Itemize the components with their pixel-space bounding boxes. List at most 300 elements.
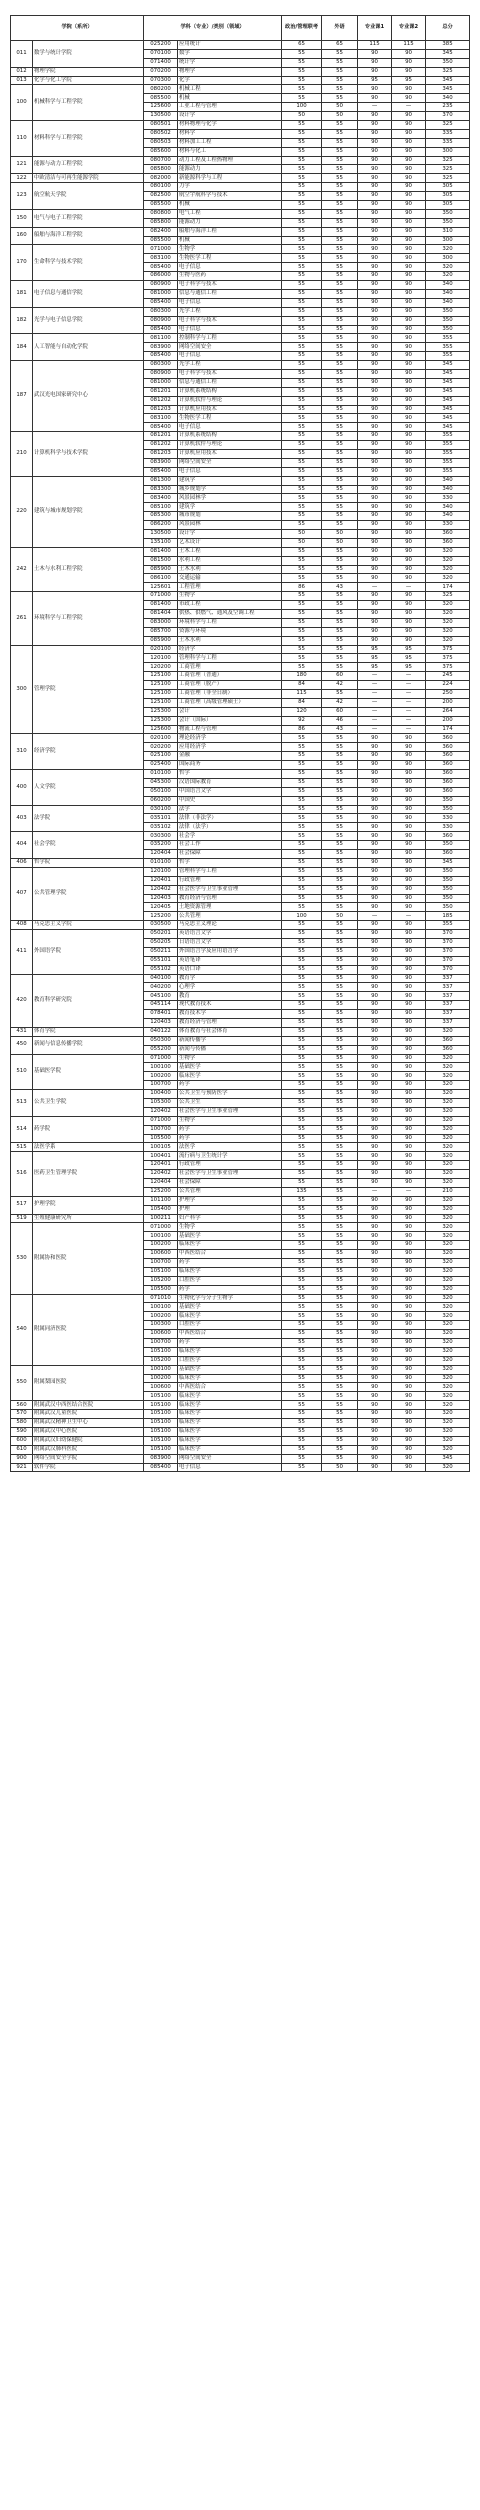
subject-1-score: 95 xyxy=(358,654,392,663)
politics-score: 55 xyxy=(282,770,322,779)
foreign-language-score: 55 xyxy=(322,1339,358,1348)
subject-2-score: 90 xyxy=(392,965,426,974)
foreign-language-score: 55 xyxy=(322,289,358,298)
subject-1-score: 90 xyxy=(358,1027,392,1036)
politics-score: 55 xyxy=(282,227,322,236)
politics-score: 55 xyxy=(282,1436,322,1445)
major-code: 020100 xyxy=(144,645,178,654)
major-name: 计算机应用技术 xyxy=(178,449,282,458)
subject-2-score: 90 xyxy=(392,183,426,192)
total-score: 360 xyxy=(426,529,470,538)
subject-2-score: 90 xyxy=(392,601,426,610)
college-name: 外国语学院 xyxy=(33,930,144,974)
table-row xyxy=(11,805,470,814)
subject-2-score: 90 xyxy=(392,449,426,458)
major-name: 理论经济学 xyxy=(178,734,282,743)
foreign-language-score: 55 xyxy=(322,1250,358,1259)
subject-1-score: 115 xyxy=(358,41,392,50)
major-name: 设计学 xyxy=(178,112,282,121)
major-name: 临床医学 xyxy=(178,1392,282,1401)
subject-2-score: 90 xyxy=(392,1223,426,1232)
major-code: 105200 xyxy=(144,1356,178,1365)
major-code: 100211 xyxy=(144,1214,178,1223)
foreign-language-score: 55 xyxy=(322,1054,358,1063)
subject-2-score: 90 xyxy=(392,396,426,405)
table-row xyxy=(11,1294,470,1303)
foreign-language-score: 55 xyxy=(322,209,358,218)
major-code: 083100 xyxy=(144,254,178,263)
major-name: 生物学 xyxy=(178,592,282,601)
major-code: 100200 xyxy=(144,1241,178,1250)
foreign-language-score: 55 xyxy=(322,867,358,876)
politics-score: 55 xyxy=(282,778,322,787)
foreign-language-score: 55 xyxy=(322,396,358,405)
subject-1-score: 90 xyxy=(358,938,392,947)
table-row xyxy=(11,734,470,743)
major-code: 105100 xyxy=(144,1436,178,1445)
college-name: 法医学系 xyxy=(33,1143,144,1152)
subject-2-score: 90 xyxy=(392,1161,426,1170)
major-name: 临床医学 xyxy=(178,1374,282,1383)
total-score: 320 xyxy=(426,1054,470,1063)
major-code: 081202 xyxy=(144,441,178,450)
subject-2-score: 90 xyxy=(392,1134,426,1143)
subject-2-score: 90 xyxy=(392,983,426,992)
foreign-language-score: 55 xyxy=(322,1001,358,1010)
foreign-language-score: 55 xyxy=(322,343,358,352)
subject-2-score: 90 xyxy=(392,1143,426,1152)
foreign-language-score: 55 xyxy=(322,227,358,236)
table-row xyxy=(11,227,470,236)
foreign-language-score: 55 xyxy=(322,503,358,512)
major-name: 护理学 xyxy=(178,1196,282,1205)
college-code: 184 xyxy=(11,334,33,361)
major-code: 100300 xyxy=(144,1321,178,1330)
subject-2-score: 90 xyxy=(392,227,426,236)
table-row xyxy=(11,41,470,50)
total-score: 370 xyxy=(426,965,470,974)
subject-1-score: — xyxy=(358,707,392,716)
subject-2-score: 90 xyxy=(392,236,426,245)
subject-1-score: — xyxy=(358,103,392,112)
major-code: 125200 xyxy=(144,912,178,921)
subject-2-score: 90 xyxy=(392,858,426,867)
total-score: 300 xyxy=(426,254,470,263)
total-score: 345 xyxy=(426,387,470,396)
college-code: 510 xyxy=(11,1054,33,1090)
major-code: 055102 xyxy=(144,965,178,974)
college-code: 450 xyxy=(11,1036,33,1054)
table-row xyxy=(11,1090,470,1099)
foreign-language-score: 55 xyxy=(322,307,358,316)
college-code: 242 xyxy=(11,547,33,591)
major-name: 机械 xyxy=(178,236,282,245)
politics-score: 55 xyxy=(282,947,322,956)
politics-score: 55 xyxy=(282,263,322,272)
politics-score: 55 xyxy=(282,787,322,796)
subject-2-score: 90 xyxy=(392,787,426,796)
foreign-language-score: 55 xyxy=(322,663,358,672)
major-name: 教育学 xyxy=(178,974,282,983)
major-name: 临床医学 xyxy=(178,1401,282,1410)
major-code: 100100 xyxy=(144,1232,178,1241)
politics-score: 55 xyxy=(282,1250,322,1259)
total-score: 330 xyxy=(426,814,470,823)
politics-score: 55 xyxy=(282,1054,322,1063)
table-row xyxy=(11,1410,470,1419)
total-score: 355 xyxy=(426,432,470,441)
politics-score: 55 xyxy=(282,174,322,183)
total-score: 320 xyxy=(426,1339,470,1348)
college-code: 220 xyxy=(11,476,33,547)
subject-2-score: 90 xyxy=(392,1072,426,1081)
subject-1-score: 90 xyxy=(358,227,392,236)
subject-1-score: 90 xyxy=(358,823,392,832)
total-score: 360 xyxy=(426,832,470,841)
politics-score: 55 xyxy=(282,1205,322,1214)
foreign-language-score: 55 xyxy=(322,192,358,201)
politics-score: 55 xyxy=(282,201,322,210)
total-score: 320 xyxy=(426,1374,470,1383)
subject-2-score: 90 xyxy=(392,485,426,494)
college-code: 261 xyxy=(11,592,33,645)
politics-score: 55 xyxy=(282,441,322,450)
subject-1-score: — xyxy=(358,725,392,734)
major-code: 081202 xyxy=(144,396,178,405)
major-code: 030300 xyxy=(144,832,178,841)
subject-1-score: 90 xyxy=(358,734,392,743)
major-code: 045114 xyxy=(144,1001,178,1010)
total-score: 320 xyxy=(426,1250,470,1259)
college-name: 材料科学与工程学院 xyxy=(33,121,144,157)
major-name: 电子科学与技术 xyxy=(178,316,282,325)
foreign-language-score: 55 xyxy=(322,183,358,192)
politics-score: 55 xyxy=(282,94,322,103)
subject-1-score: 90 xyxy=(358,503,392,512)
major-code: 085400 xyxy=(144,467,178,476)
major-code: 085500 xyxy=(144,201,178,210)
politics-score: 120 xyxy=(282,707,322,716)
header-foreign-language: 外语 xyxy=(322,16,358,41)
college-code: 110 xyxy=(11,121,33,157)
foreign-language-score: 55 xyxy=(322,281,358,290)
major-code: 055101 xyxy=(144,956,178,965)
total-score: 320 xyxy=(426,1294,470,1303)
subject-2-score: — xyxy=(392,1187,426,1196)
foreign-language-score: 55 xyxy=(322,476,358,485)
subject-2-score: — xyxy=(392,725,426,734)
subject-2-score: — xyxy=(392,672,426,681)
college-name: 基础医学院 xyxy=(33,1054,144,1090)
politics-score: 55 xyxy=(282,1107,322,1116)
subject-1-score: 90 xyxy=(358,441,392,450)
politics-score: 86 xyxy=(282,583,322,592)
major-code: 050205 xyxy=(144,938,178,947)
subject-2-score: 90 xyxy=(392,67,426,76)
score-table-body xyxy=(11,41,470,1472)
total-score: 345 xyxy=(426,85,470,94)
subject-2-score: 90 xyxy=(392,112,426,121)
major-code: 085100 xyxy=(144,503,178,512)
foreign-language-score: 55 xyxy=(322,690,358,699)
college-name: 公共卫生学院 xyxy=(33,1090,144,1117)
major-name: 航空宇航科学与技术 xyxy=(178,192,282,201)
major-name: 市政工程 xyxy=(178,601,282,610)
total-score: 235 xyxy=(426,103,470,112)
subject-2-score: 90 xyxy=(392,1330,426,1339)
subject-1-score: 90 xyxy=(358,263,392,272)
subject-1-score: 90 xyxy=(358,209,392,218)
college-name: 药学院 xyxy=(33,1116,144,1143)
major-name: 计算机应用技术 xyxy=(178,405,282,414)
subject-1-score: 90 xyxy=(358,1143,392,1152)
subject-2-score: 90 xyxy=(392,636,426,645)
foreign-language-score: 55 xyxy=(322,858,358,867)
header-college: 学院（系所） xyxy=(11,16,144,41)
foreign-language-score: 55 xyxy=(322,636,358,645)
subject-2-score: 90 xyxy=(392,1454,426,1463)
college-name: 光学与电子信息学院 xyxy=(33,307,144,334)
foreign-language-score: 43 xyxy=(322,725,358,734)
major-code: 125100 xyxy=(144,672,178,681)
politics-score: 55 xyxy=(282,343,322,352)
subject-1-score: 90 xyxy=(358,1036,392,1045)
major-code: 120402 xyxy=(144,1107,178,1116)
total-score: 360 xyxy=(426,761,470,770)
subject-1-score: 90 xyxy=(358,369,392,378)
major-code: 125100 xyxy=(144,690,178,699)
major-name: 会计（国际） xyxy=(178,716,282,725)
total-score: 310 xyxy=(426,227,470,236)
major-name: 口腔医学 xyxy=(178,1356,282,1365)
foreign-language-score: 42 xyxy=(322,698,358,707)
total-score: 345 xyxy=(426,49,470,58)
header-total: 总分 xyxy=(426,16,470,41)
subject-2-score: 90 xyxy=(392,1036,426,1045)
foreign-language-score: 55 xyxy=(322,165,358,174)
major-name: 行政管理 xyxy=(178,1161,282,1170)
foreign-language-score: 55 xyxy=(322,245,358,254)
major-name: 材料物理与化学 xyxy=(178,121,282,130)
total-score: 360 xyxy=(426,787,470,796)
foreign-language-score: 55 xyxy=(322,1436,358,1445)
subject-1-score: 90 xyxy=(358,1010,392,1019)
subject-2-score: — xyxy=(392,690,426,699)
major-name: 金融 xyxy=(178,752,282,761)
subject-1-score: 90 xyxy=(358,565,392,574)
subject-1-score: 90 xyxy=(358,1392,392,1401)
table-row xyxy=(11,547,470,556)
subject-1-score: 90 xyxy=(358,334,392,343)
major-code: 086000 xyxy=(144,272,178,281)
major-name: 土木工程 xyxy=(178,547,282,556)
subject-2-score: 90 xyxy=(392,1250,426,1259)
major-code: 040100 xyxy=(144,974,178,983)
subject-2-score: 90 xyxy=(392,947,426,956)
foreign-language-score: 55 xyxy=(322,814,358,823)
foreign-language-score: 55 xyxy=(322,58,358,67)
major-code: 081400 xyxy=(144,547,178,556)
subject-2-score: 90 xyxy=(392,94,426,103)
table-row xyxy=(11,1419,470,1428)
table-row xyxy=(11,921,470,930)
total-score: 340 xyxy=(426,289,470,298)
total-score: 337 xyxy=(426,992,470,1001)
foreign-language-score: 55 xyxy=(322,49,358,58)
major-code: 085600 xyxy=(144,147,178,156)
politics-score: 55 xyxy=(282,1134,322,1143)
major-name: 外国语言学及应用语言学 xyxy=(178,947,282,956)
total-score: 345 xyxy=(426,76,470,85)
subject-2-score: 90 xyxy=(392,218,426,227)
politics-score: 55 xyxy=(282,610,322,619)
foreign-language-score: 55 xyxy=(322,1098,358,1107)
foreign-language-score: 55 xyxy=(322,1374,358,1383)
total-score: 337 xyxy=(426,1001,470,1010)
subject-1-score: — xyxy=(358,681,392,690)
foreign-language-score: 55 xyxy=(322,1303,358,1312)
foreign-language-score: 55 xyxy=(322,787,358,796)
major-code: 100600 xyxy=(144,1383,178,1392)
college-name: 网络空间安全学院 xyxy=(33,1454,144,1463)
table-row xyxy=(11,183,470,192)
subject-1-score: 90 xyxy=(358,192,392,201)
college-name: 建筑与城市规划学院 xyxy=(33,476,144,547)
major-code: 085300 xyxy=(144,512,178,521)
subject-1-score: 90 xyxy=(358,778,392,787)
college-code: 210 xyxy=(11,432,33,476)
politics-score: 55 xyxy=(282,156,322,165)
major-name: 材料加工工程 xyxy=(178,138,282,147)
subject-2-score: 90 xyxy=(392,441,426,450)
major-name: 资源与环境 xyxy=(178,627,282,636)
politics-score: 55 xyxy=(282,903,322,912)
subject-1-score: 90 xyxy=(358,352,392,361)
subject-2-score: 90 xyxy=(392,156,426,165)
foreign-language-score: 43 xyxy=(322,583,358,592)
total-score: 320 xyxy=(426,245,470,254)
subject-1-score: 90 xyxy=(358,965,392,974)
subject-2-score: 90 xyxy=(392,494,426,503)
table-row xyxy=(11,1036,470,1045)
subject-2-score: 90 xyxy=(392,1445,426,1454)
subject-2-score: 95 xyxy=(392,663,426,672)
subject-1-score: 90 xyxy=(358,841,392,850)
subject-1-score: 90 xyxy=(358,770,392,779)
table-row xyxy=(11,1445,470,1454)
college-name: 附属武汉中心医院 xyxy=(33,1427,144,1436)
foreign-language-score: 55 xyxy=(322,885,358,894)
major-name: 力学 xyxy=(178,183,282,192)
subject-1-score: 90 xyxy=(358,201,392,210)
subject-1-score: 90 xyxy=(358,858,392,867)
total-score: 345 xyxy=(426,1454,470,1463)
subject-1-score: 90 xyxy=(358,610,392,619)
major-code: 010100 xyxy=(144,770,178,779)
total-score: 355 xyxy=(426,352,470,361)
total-score: 350 xyxy=(426,58,470,67)
major-code: 105100 xyxy=(144,1410,178,1419)
college-name: 人文学院 xyxy=(33,770,144,806)
major-code: 120401 xyxy=(144,1161,178,1170)
subject-1-score: 90 xyxy=(358,156,392,165)
college-name: 哲学院 xyxy=(33,858,144,867)
politics-score: 55 xyxy=(282,930,322,939)
subject-1-score: 90 xyxy=(358,1072,392,1081)
major-name: 口腔医学 xyxy=(178,1276,282,1285)
total-score: 320 xyxy=(426,1445,470,1454)
subject-2-score: 90 xyxy=(392,1107,426,1116)
total-score: 320 xyxy=(426,1214,470,1223)
politics-score: 84 xyxy=(282,698,322,707)
major-name: 社会保障 xyxy=(178,1179,282,1188)
major-code: 070300 xyxy=(144,76,178,85)
politics-score: 55 xyxy=(282,334,322,343)
politics-score: 55 xyxy=(282,867,322,876)
major-code: 125601 xyxy=(144,583,178,592)
major-name: 公共管理 xyxy=(178,912,282,921)
major-code: 025400 xyxy=(144,761,178,770)
subject-1-score: 90 xyxy=(358,1098,392,1107)
subject-2-score: 90 xyxy=(392,49,426,58)
subject-1-score: 90 xyxy=(358,414,392,423)
major-code: 081201 xyxy=(144,432,178,441)
major-name: 公共管理 xyxy=(178,1187,282,1196)
major-code: 080300 xyxy=(144,361,178,370)
major-name: 环境科学与工程 xyxy=(178,618,282,627)
politics-score: 55 xyxy=(282,1223,322,1232)
college-name: 机械科学与工程学院 xyxy=(33,85,144,121)
subject-1-score: — xyxy=(358,716,392,725)
college-code: 404 xyxy=(11,832,33,859)
college-code: 400 xyxy=(11,770,33,806)
politics-score: 55 xyxy=(282,654,322,663)
major-code: 020100 xyxy=(144,734,178,743)
major-name: 光学工程 xyxy=(178,307,282,316)
subject-1-score: 90 xyxy=(358,796,392,805)
major-code: 083100 xyxy=(144,414,178,423)
total-score: 320 xyxy=(426,1196,470,1205)
major-name: 日语语言文学 xyxy=(178,938,282,947)
subject-1-score: — xyxy=(358,912,392,921)
foreign-language-score: 60 xyxy=(322,707,358,716)
foreign-language-score: 50 xyxy=(322,112,358,121)
table-row xyxy=(11,1223,470,1232)
subject-2-score: 90 xyxy=(392,361,426,370)
politics-score: 55 xyxy=(282,209,322,218)
major-name: 经济学 xyxy=(178,645,282,654)
major-name: 工商管理（非全日制） xyxy=(178,690,282,699)
major-code: 080501 xyxy=(144,121,178,130)
politics-score: 55 xyxy=(282,414,322,423)
foreign-language-score: 55 xyxy=(322,601,358,610)
college-name: 附属武汉肺科医院 xyxy=(33,1445,144,1454)
subject-2-score: 90 xyxy=(392,1063,426,1072)
foreign-language-score: 55 xyxy=(322,254,358,263)
subject-1-score: 90 xyxy=(358,1018,392,1027)
major-name: 药学 xyxy=(178,1285,282,1294)
subject-2-score: 90 xyxy=(392,1045,426,1054)
politics-score: 55 xyxy=(282,992,322,1001)
subject-2-score: 90 xyxy=(392,1347,426,1356)
major-code: 125300 xyxy=(144,716,178,725)
foreign-language-score: 55 xyxy=(322,1045,358,1054)
subject-2-score: 90 xyxy=(392,512,426,521)
politics-score: 55 xyxy=(282,1445,322,1454)
subject-1-score: 90 xyxy=(358,1152,392,1161)
foreign-language-score: 55 xyxy=(322,1010,358,1019)
foreign-language-score: 55 xyxy=(322,1241,358,1250)
